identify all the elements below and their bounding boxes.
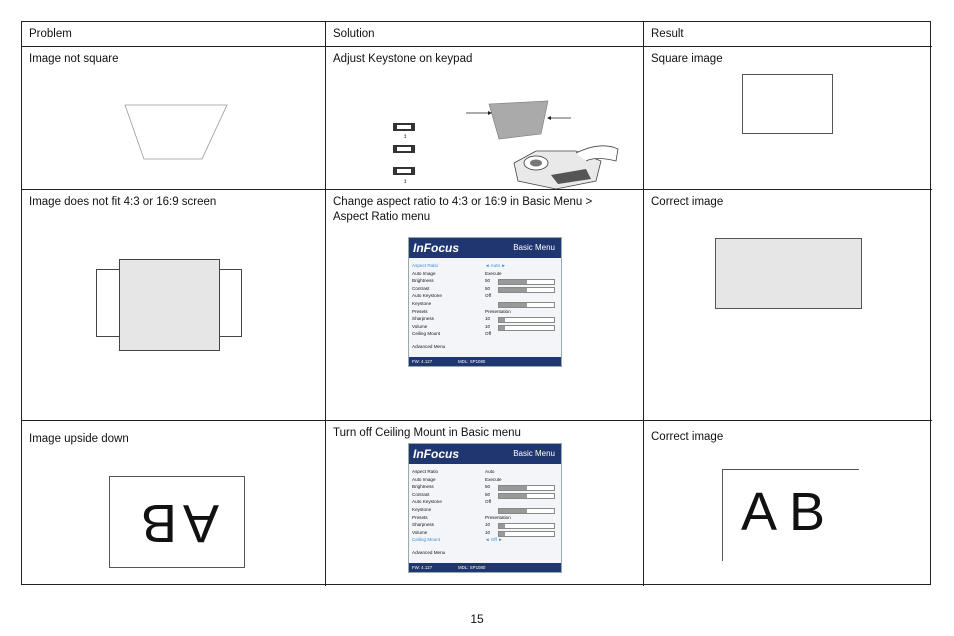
slider-fill (499, 326, 505, 330)
row1-solution (326, 47, 644, 190)
keypad-projector-figure (386, 91, 626, 191)
header-problem-text: Problem (29, 28, 72, 40)
upright-letters: A B (741, 482, 826, 542)
menu-item[interactable] (412, 308, 558, 316)
troubleshooting-table (21, 21, 931, 585)
menu-item-value: Auto (485, 469, 495, 474)
svg-text:↕: ↕ (403, 134, 408, 140)
infocus-logo: InFocus (413, 241, 460, 255)
slider-fill (499, 509, 527, 513)
menu-item-value: 10 (485, 316, 491, 322)
menu-item[interactable] (412, 277, 558, 285)
slider-fill (499, 288, 527, 292)
row2-solution (326, 190, 644, 421)
menu-title: Basic Menu (513, 449, 555, 458)
header-result (644, 22, 932, 47)
model-number: MDL: SP1080 (458, 565, 486, 570)
row1-problem-text: Image not square (29, 53, 119, 65)
correct-image-figure (715, 238, 862, 309)
menu-item-value: 50 (485, 491, 491, 497)
row2-problem (22, 190, 326, 421)
menu-item-label: Keystone (412, 506, 432, 512)
menu-item[interactable] (412, 315, 558, 323)
projector-icon (514, 146, 618, 189)
header-result-text: Result (651, 28, 684, 40)
menu-item-value: Presentation (485, 308, 511, 314)
page-number: 15 (470, 612, 484, 626)
menu-item-label: Auto Image (412, 476, 436, 482)
menu-item[interactable] (412, 262, 558, 270)
firmware-version: FW: 4.127 (412, 565, 433, 570)
menu-item[interactable] (412, 506, 558, 514)
svg-text:↕: ↕ (403, 179, 408, 185)
upside-down-image-figure (109, 476, 245, 568)
menu-item-value: 10 (485, 522, 491, 528)
menu-item[interactable] (412, 491, 558, 499)
row1-result-text: Square image (651, 53, 723, 65)
slider-fill (499, 318, 505, 322)
row2-result (644, 190, 932, 421)
menu-item-label: Contrast (412, 491, 430, 497)
keystoned-image-figure (122, 102, 242, 162)
menu-item-label: Aspect Ratio (412, 469, 439, 474)
menu-item[interactable] (412, 330, 558, 338)
image-mismatch-figure (119, 259, 220, 351)
row1-problem (22, 47, 326, 190)
menu-item-label: Keystone (412, 300, 432, 306)
header-problem (22, 22, 326, 47)
row3-problem (22, 421, 326, 586)
menu-item-label: Brightness (412, 484, 434, 490)
menu-item-value: Off (485, 293, 492, 299)
model-number: MDL: SP1080 (458, 359, 486, 364)
row2-problem-text: Image does not fit 4:3 or 16:9 screen (29, 196, 217, 208)
row3-problem-text: Image upside down (29, 433, 129, 445)
menu-footer (409, 563, 561, 572)
header-solution-text: Solution (333, 28, 375, 40)
slider-fill (499, 532, 505, 536)
advanced-menu-link: Advanced Menu (412, 344, 446, 349)
menu-item[interactable] (412, 468, 558, 476)
menu-item-value: ◄ Off ► (485, 537, 503, 543)
menu-item[interactable] (412, 521, 558, 529)
menu-item-value: 10 (485, 323, 491, 329)
menu-item-label: Sharpness (412, 522, 434, 528)
menu-item[interactable] (412, 292, 558, 300)
header-solution (326, 22, 644, 47)
row2-result-text: Correct image (651, 196, 724, 208)
menu-item-value: Off (485, 331, 492, 337)
upside-down-letters: AB (134, 493, 220, 553)
menu-item-label: Presets (412, 308, 428, 314)
menu-item-label: Presets (412, 514, 428, 520)
menu-item[interactable] (412, 483, 558, 491)
advanced-menu-link: Advanced Menu (412, 550, 446, 555)
menu-item-label: Aspect Ratio (412, 263, 439, 268)
menu-item-label: Sharpness (412, 316, 434, 322)
row1-result (644, 47, 932, 190)
row3-result (644, 421, 932, 586)
menu-item[interactable] (412, 529, 558, 537)
menu-item-label: Auto Keystone (412, 499, 442, 505)
menu-item-label: Volume (412, 323, 428, 329)
menu-item-value: Execute (485, 270, 502, 276)
basic-menu-ceiling-mount (408, 443, 562, 573)
firmware-version: FW: 4.127 (412, 359, 433, 364)
menu-item[interactable] (412, 476, 558, 484)
menu-footer (409, 357, 561, 366)
menu-item-value: Off (485, 499, 492, 505)
menu-item-value: ◄ Auto ► (485, 263, 506, 268)
menu-item-value: Presentation (485, 514, 511, 520)
menu-item-label: Volume (412, 529, 428, 535)
menu-item-label: Ceiling Mount (412, 331, 441, 337)
menu-item[interactable] (412, 270, 558, 278)
menu-item-value: Execute (485, 476, 502, 482)
menu-item[interactable] (412, 323, 558, 331)
projected-image-shape (489, 101, 548, 139)
menu-item-label: Ceiling Mount (412, 537, 441, 543)
basic-menu-aspect-ratio (408, 237, 562, 367)
menu-item[interactable] (412, 300, 558, 308)
row2-solution-text: Change aspect ratio to 4:3 or 16:9 in Basic Menu > Aspect Ratio menu (333, 196, 593, 223)
menu-item-label: Brightness (412, 278, 434, 284)
menu-item-label: Auto Image (412, 270, 436, 276)
menu-item-label: Auto Keystone (412, 293, 442, 299)
slider-fill (499, 280, 527, 284)
menu-item[interactable] (412, 285, 558, 293)
menu-item-label: Contrast (412, 285, 430, 291)
slider-fill (499, 303, 527, 307)
menu-item[interactable] (412, 498, 558, 506)
menu-items (412, 262, 558, 338)
menu-item-value: 50 (485, 285, 491, 291)
infocus-logo: InFocus (413, 447, 460, 461)
menu-item-value: 50 (485, 278, 491, 284)
menu-items (412, 468, 558, 544)
menu-item[interactable] (412, 514, 558, 522)
menu-item-value: 50 (485, 484, 491, 490)
row1-solution-text: Adjust Keystone on keypad (333, 53, 473, 65)
slider-fill (499, 486, 527, 490)
menu-item[interactable] (412, 536, 558, 544)
correct-upright-image-figure (722, 469, 859, 561)
menu-header (409, 444, 561, 464)
row3-result-text: Correct image (651, 431, 724, 443)
menu-header (409, 238, 561, 258)
slider-fill (499, 494, 527, 498)
row3-solution (326, 421, 644, 586)
square-image-figure (742, 74, 833, 134)
keypad-icon (393, 123, 415, 185)
slider-fill (499, 524, 505, 528)
menu-title: Basic Menu (513, 243, 555, 252)
row3-solution-text: Turn off Ceiling Mount in Basic menu (333, 427, 521, 439)
menu-item-value: 10 (485, 529, 491, 535)
